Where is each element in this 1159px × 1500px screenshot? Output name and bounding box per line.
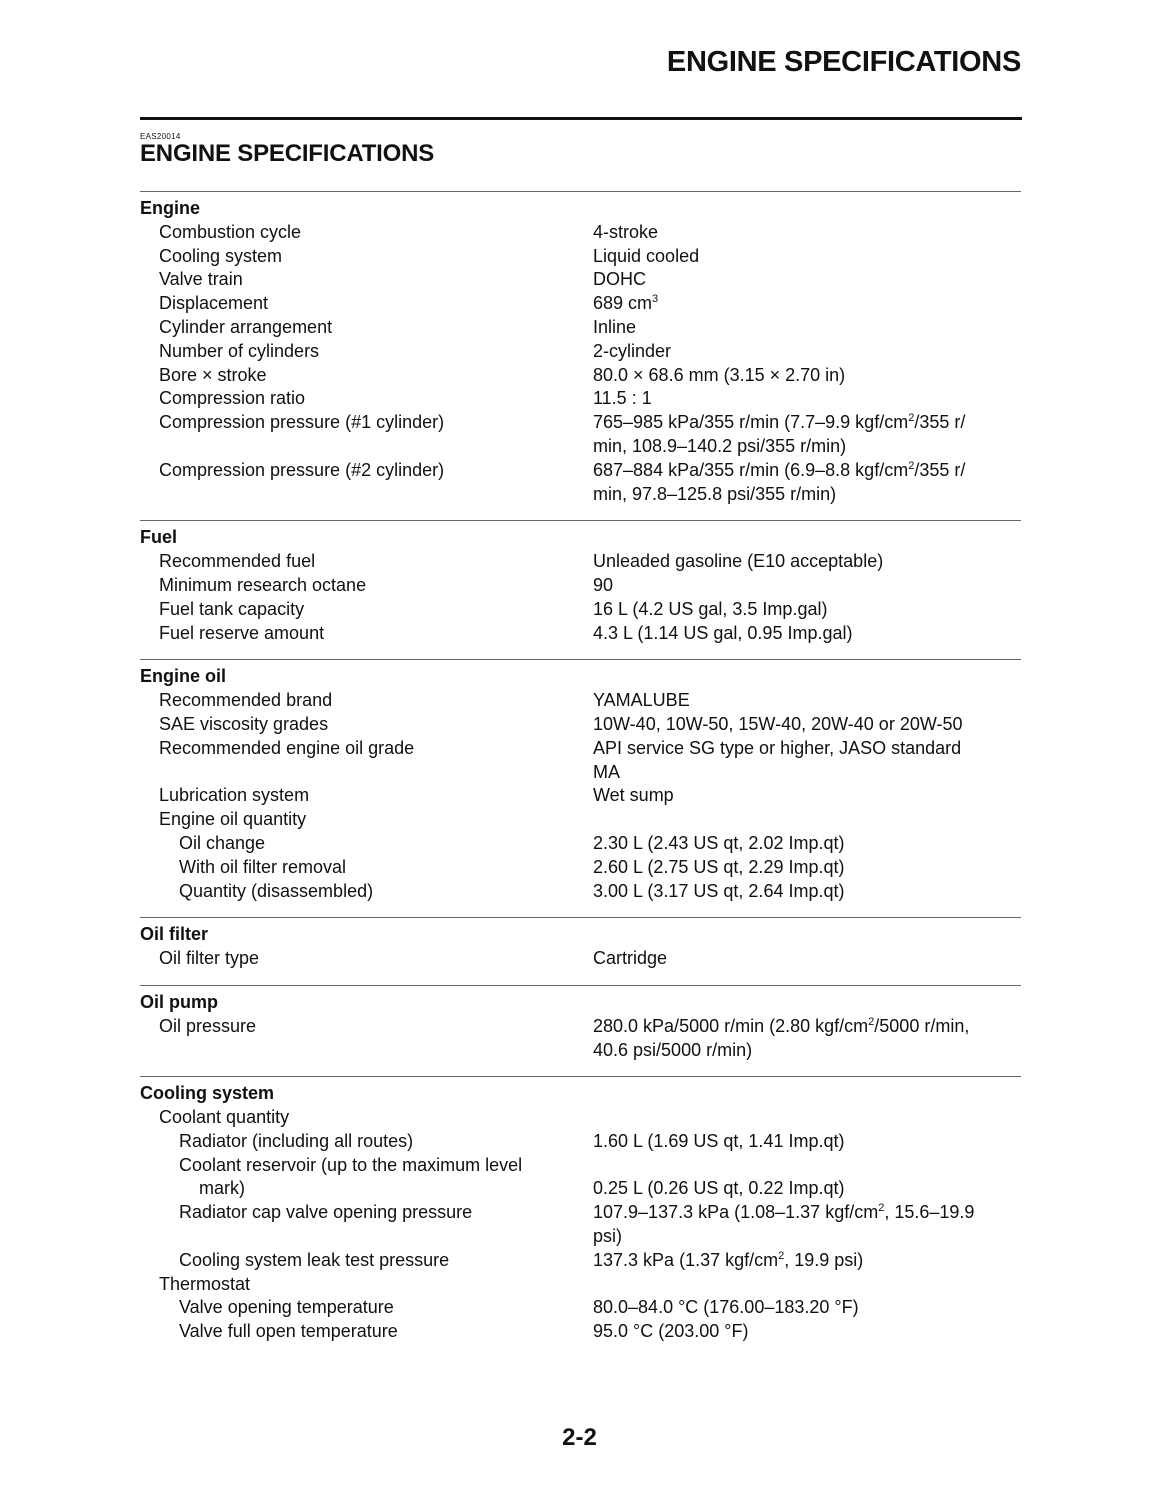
spec-row <box>140 784 1021 808</box>
spec-label: Recommended fuel <box>159 551 316 572</box>
value-text: , 15.6–19.9 <box>884 1202 975 1223</box>
spec-value: Inline <box>593 316 637 337</box>
value-text: 687–884 kPa/355 r/min (6.9–8.8 kgf/cm <box>593 459 909 480</box>
spec-value <box>593 1154 1021 1202</box>
spec-row <box>140 713 1021 737</box>
spec-label: Coolant quantity <box>159 1107 290 1128</box>
spec-label: Compression pressure (#2 cylinder) <box>159 459 445 480</box>
spec-value <box>593 1015 1021 1063</box>
spec-row <box>140 292 1021 316</box>
spec-label: SAE viscosity grades <box>159 713 329 734</box>
spec-value <box>593 1249 1021 1273</box>
spec-row <box>140 598 1021 622</box>
spec-label: Oil filter type <box>159 948 260 969</box>
spec-group-oil-pump <box>140 985 1021 1076</box>
spec-label: Compression pressure (#1 cylinder) <box>159 412 445 433</box>
superscript: 3 <box>652 293 659 306</box>
value-text: /355 r/ <box>914 459 966 480</box>
spec-value: Unleaded gasoline (E10 acceptable) <box>593 551 884 572</box>
spec-label: Displacement <box>159 293 269 314</box>
spec-value: 16 L (4.2 US gal, 3.5 Imp.gal) <box>593 598 828 619</box>
spec-row <box>140 947 1021 971</box>
spec-label: Thermostat <box>159 1273 251 1294</box>
running-header-title: ENGINE SPECIFICATIONS <box>666 46 1021 78</box>
spec-value: 90 <box>593 574 614 595</box>
spec-label: Lubrication system <box>159 785 310 806</box>
spec-row <box>140 1273 1021 1297</box>
spec-table <box>140 191 1021 1358</box>
spec-row <box>140 459 1021 507</box>
spec-label: Recommended engine oil grade <box>159 737 415 758</box>
spec-label: Quantity (disassembled) <box>179 880 374 901</box>
spec-row <box>140 574 1021 598</box>
superscript: 2 <box>778 1249 785 1262</box>
spec-label: Engine oil quantity <box>159 809 307 830</box>
spec-label: Recommended brand <box>159 690 333 711</box>
spec-row <box>140 550 1021 574</box>
spec-row <box>140 1201 1021 1249</box>
value-line <box>593 459 1021 483</box>
spec-label: Valve opening temperature <box>179 1297 394 1318</box>
spec-row <box>140 1249 1021 1273</box>
spec-group-fuel <box>140 520 1021 659</box>
spec-label: Valve full open temperature <box>179 1321 398 1342</box>
superscript: 2 <box>878 1202 885 1215</box>
value-text: 280.0 kPa/5000 r/min (2.80 kgf/cm <box>593 1015 869 1036</box>
spec-group-cooling-system <box>140 1076 1021 1358</box>
value-text: 689 cm <box>593 293 653 314</box>
spec-value <box>593 1273 1021 1297</box>
spec-value: DOHC <box>593 269 646 290</box>
superscript: 2 <box>908 412 915 425</box>
spec-row <box>140 364 1021 388</box>
spec-label: Cooling system leak test pressure <box>179 1249 450 1270</box>
spec-label: Number of cylinders <box>159 340 320 361</box>
label-line: mark) <box>199 1178 245 1199</box>
section-title: ENGINE SPECIFICATIONS <box>140 140 435 167</box>
value-line <box>593 1015 1021 1039</box>
spec-label <box>140 1154 593 1202</box>
value-line: API service SG type or higher, JASO standard <box>593 737 962 758</box>
value-text: 137.3 kPa (1.37 kgf/cm <box>593 1249 779 1270</box>
spec-value: YAMALUBE <box>593 690 690 711</box>
spec-value: Liquid cooled <box>593 245 700 266</box>
spec-row <box>140 737 1021 785</box>
superscript: 2 <box>908 459 915 472</box>
value-text: /355 r/ <box>914 412 966 433</box>
value-line <box>593 411 1021 435</box>
spec-value: 95.0 °C (203.00 °F) <box>593 1321 749 1342</box>
value-text: 107.9–137.3 kPa (1.08–1.37 kgf/cm <box>593 1202 879 1223</box>
spec-value <box>593 411 1021 459</box>
spec-value: Wet sump <box>593 785 674 806</box>
spec-value: 10W-40, 10W-50, 15W-40, 20W-40 or 20W-50 <box>593 713 963 734</box>
group-title: Oil filter <box>140 924 209 945</box>
spec-value: 80.0–84.0 °C (176.00–183.20 °F) <box>593 1297 859 1318</box>
superscript: 2 <box>868 1015 875 1028</box>
spec-row <box>140 622 1021 646</box>
spec-label: Valve train <box>159 269 243 290</box>
spec-label: Cylinder arrangement <box>159 316 333 337</box>
spec-value: 3.00 L (3.17 US qt, 2.64 Imp.qt) <box>593 880 845 901</box>
spec-group-engine-oil <box>140 659 1021 917</box>
value-line: min, 108.9–140.2 psi/355 r/min) <box>593 435 847 456</box>
spec-value <box>593 1201 1021 1249</box>
spec-row <box>140 1106 1021 1130</box>
spec-label: Minimum research octane <box>159 574 367 595</box>
spec-value <box>593 292 1021 316</box>
spec-label: With oil filter removal <box>179 856 347 877</box>
spec-label: Fuel tank capacity <box>159 598 305 619</box>
spec-row <box>140 832 1021 856</box>
value-line <box>593 1201 1021 1225</box>
group-title: Engine <box>140 198 201 218</box>
spec-label: Bore × stroke <box>159 364 267 385</box>
spec-value: 2-cylinder <box>593 340 672 361</box>
spec-value: Cartridge <box>593 948 668 969</box>
group-title: Engine oil <box>140 666 227 687</box>
spec-value: 11.5 : 1 <box>593 388 652 409</box>
spec-label: Fuel reserve amount <box>159 622 325 643</box>
spec-value <box>593 1106 1021 1130</box>
spec-value: 1.60 L (1.69 US qt, 1.41 Imp.qt) <box>593 1130 845 1151</box>
spec-label: Oil pressure <box>159 1015 257 1036</box>
spec-row <box>140 221 1021 245</box>
value-line: 40.6 psi/5000 r/min) <box>593 1039 753 1060</box>
spec-label: Combustion cycle <box>159 221 302 242</box>
document-code: EAS20014 <box>140 132 181 141</box>
spec-row <box>140 411 1021 459</box>
spec-label: Cooling system <box>159 245 283 266</box>
spec-value <box>593 808 1021 832</box>
header-rule <box>140 117 1022 120</box>
spec-row <box>140 387 1021 411</box>
value-line: 0.25 L (0.26 US qt, 0.22 Imp.qt) <box>593 1178 845 1199</box>
spec-row <box>140 1296 1021 1320</box>
spec-row <box>140 1154 1021 1202</box>
spec-label: Compression ratio <box>159 388 306 409</box>
spec-label: Radiator (including all routes) <box>179 1130 414 1151</box>
value-line: min, 97.8–125.8 psi/355 r/min) <box>593 483 837 504</box>
spec-row <box>140 880 1021 904</box>
spec-label: Radiator cap valve opening pressure <box>179 1202 473 1223</box>
spec-value: 4.3 L (1.14 US gal, 0.95 Imp.gal) <box>593 622 853 643</box>
spec-row <box>140 1320 1021 1344</box>
spec-row <box>140 856 1021 880</box>
spec-row <box>140 268 1021 292</box>
spec-row <box>140 1015 1021 1063</box>
spec-value: 2.60 L (2.75 US qt, 2.29 Imp.qt) <box>593 856 845 877</box>
page-number: 2-2 <box>562 1424 597 1451</box>
value-line <box>593 1154 1021 1178</box>
spec-row <box>140 1130 1021 1154</box>
spec-value: 4-stroke <box>593 221 659 242</box>
value-line: MA <box>593 761 620 782</box>
spec-group-engine <box>140 191 1021 520</box>
spec-value: 80.0 × 68.6 mm (3.15 × 2.70 in) <box>593 364 846 385</box>
spec-row <box>140 689 1021 713</box>
value-text: , 19.9 psi) <box>784 1249 864 1270</box>
spec-value <box>593 459 1021 507</box>
value-line: psi) <box>593 1226 623 1247</box>
spec-row <box>140 245 1021 269</box>
spec-value: 2.30 L (2.43 US qt, 2.02 Imp.qt) <box>593 832 845 853</box>
group-title: Cooling system <box>140 1083 275 1104</box>
spec-row <box>140 340 1021 364</box>
spec-label: Oil change <box>179 832 266 853</box>
value-text: /5000 r/min, <box>874 1015 970 1036</box>
spec-value <box>593 737 1021 785</box>
group-title: Fuel <box>140 527 178 548</box>
group-title: Oil pump <box>140 991 218 1012</box>
label-line: Coolant reservoir (up to the maximum level <box>179 1154 523 1175</box>
spec-row <box>140 808 1021 832</box>
value-text: 765–985 kPa/355 r/min (7.7–9.9 kgf/cm <box>593 412 909 433</box>
spec-group-oil-filter <box>140 917 1021 985</box>
spec-row <box>140 316 1021 340</box>
